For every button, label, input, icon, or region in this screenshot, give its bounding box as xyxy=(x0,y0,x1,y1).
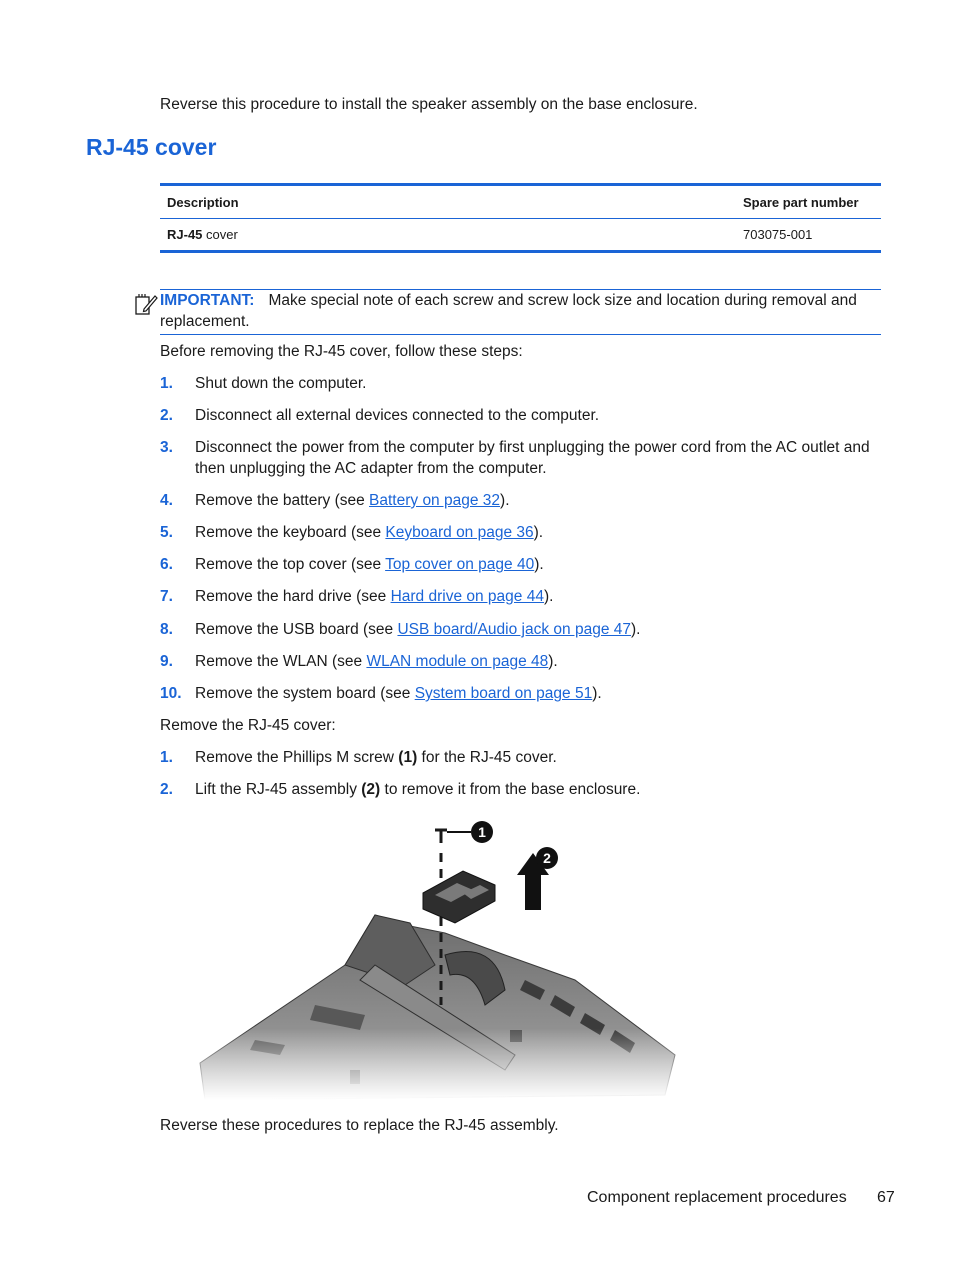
list-item xyxy=(160,779,881,800)
step-text-pre: Remove the USB board (see xyxy=(195,621,398,638)
step-number: 9. xyxy=(160,653,173,670)
step-number: 3. xyxy=(160,439,173,456)
list-item xyxy=(160,651,881,672)
row-description-bold: RJ-45 xyxy=(167,227,203,242)
step-text xyxy=(195,554,881,575)
important-text: Make special note of each screw and screw lock size and location during removal and replacement. xyxy=(160,292,857,330)
footer-section-title: Component replacement procedures xyxy=(587,1189,847,1206)
step-text-post: ). xyxy=(534,556,544,573)
step-text xyxy=(195,683,881,704)
step-text xyxy=(195,522,881,543)
wlan-link[interactable]: WLAN module on page 48 xyxy=(366,653,549,670)
step-text xyxy=(195,619,881,640)
step-number: 1. xyxy=(160,375,173,392)
top-cover-link[interactable]: Top cover on page 40 xyxy=(385,556,535,573)
step-number: 8. xyxy=(160,621,173,638)
intro-paragraph: Reverse this procedure to install the speaker assembly on the base enclosure. xyxy=(160,96,698,113)
section-heading: RJ-45 cover xyxy=(86,134,217,160)
table-bottom-rule xyxy=(160,250,881,253)
step-number: 2. xyxy=(160,407,173,424)
row-description-rest: cover xyxy=(202,227,238,242)
keyboard-link[interactable]: Keyboard on page 36 xyxy=(385,524,534,541)
list-item xyxy=(160,586,881,607)
battery-link[interactable]: Battery on page 32 xyxy=(369,492,501,509)
system-board-link[interactable]: System board on page 51 xyxy=(414,685,593,702)
step-number: 2. xyxy=(160,781,173,798)
usb-board-link[interactable]: USB board/Audio jack on page 47 xyxy=(397,621,631,638)
step-text-post: ). xyxy=(543,588,554,605)
callout-ref: (1) xyxy=(398,749,418,766)
step-text-pre: Remove the top cover (see xyxy=(195,556,386,573)
hard-drive-link[interactable]: Hard drive on page 44 xyxy=(390,588,544,605)
header-description: Description xyxy=(167,194,239,210)
list-item xyxy=(160,747,881,768)
step-number: 1. xyxy=(160,749,173,766)
callout-1: 1 xyxy=(478,824,486,840)
step-text-post: ). xyxy=(500,492,510,509)
table-header-row xyxy=(160,186,881,219)
important-label: IMPORTANT: xyxy=(160,292,255,309)
row-part-number: 703075-001 xyxy=(743,227,813,242)
step-text-post: ). xyxy=(631,621,641,638)
table-row xyxy=(160,219,881,250)
step-text-pre: Remove the Phillips M screw xyxy=(195,749,399,766)
important-note xyxy=(160,289,881,335)
remove-intro: Remove the RJ-45 cover: xyxy=(160,717,336,734)
step-text-pre: Remove the hard drive (see xyxy=(195,588,391,605)
step-number: 4. xyxy=(160,492,173,509)
list-item xyxy=(160,437,881,479)
list-item xyxy=(160,619,881,640)
step-text-post: to remove it from the base enclosure. xyxy=(380,781,641,798)
list-item xyxy=(160,373,881,394)
step-text-post: ). xyxy=(548,653,558,670)
step-text xyxy=(195,651,881,672)
row-description xyxy=(167,227,238,242)
step-text xyxy=(195,586,881,607)
step-text-pre: Remove the WLAN (see xyxy=(195,653,367,670)
step-text xyxy=(195,490,881,511)
step-text-post: ). xyxy=(533,524,544,541)
outro-paragraph: Reverse these procedures to replace the RJ-45 assembly. xyxy=(160,1117,559,1134)
list-item xyxy=(160,522,881,543)
step-text: Shut down the computer. xyxy=(195,375,367,392)
header-spare-part: Spare part number xyxy=(743,194,859,210)
page-number: 67 xyxy=(877,1189,895,1206)
step-number: 5. xyxy=(160,524,173,541)
step-text-post: for the RJ-45 cover. xyxy=(417,749,557,766)
step-text-pre: Remove the keyboard (see xyxy=(195,524,386,541)
list-item xyxy=(160,683,881,704)
step-text-pre: Remove the battery (see xyxy=(195,492,370,509)
step-text-post: ). xyxy=(592,685,602,702)
callout-2: 2 xyxy=(543,850,551,866)
step-number: 6. xyxy=(160,556,173,573)
step-text xyxy=(195,747,881,768)
step-text: Disconnect the power from the computer by first unplugging the power cord from the AC outlet and then unplugging the AC adapter from the computer. xyxy=(195,439,870,477)
before-steps-intro: Before removing the RJ-45 cover, follow these steps: xyxy=(160,343,523,360)
step-text-pre: Lift the RJ-45 assembly xyxy=(195,781,362,798)
spare-parts-table xyxy=(160,183,881,253)
step-number: 10. xyxy=(160,685,182,702)
important-note-icon xyxy=(134,292,158,316)
step-number: 7. xyxy=(160,588,173,605)
list-item xyxy=(160,554,881,575)
step-text: Disconnect all external devices connected to the computer. xyxy=(195,407,600,424)
rj45-removal-illustration xyxy=(195,815,685,1100)
step-text xyxy=(195,779,881,800)
list-item xyxy=(160,490,881,511)
step-text-pre: Remove the system board (see xyxy=(195,685,415,702)
list-item xyxy=(160,405,881,426)
callout-ref: (2) xyxy=(361,781,381,798)
